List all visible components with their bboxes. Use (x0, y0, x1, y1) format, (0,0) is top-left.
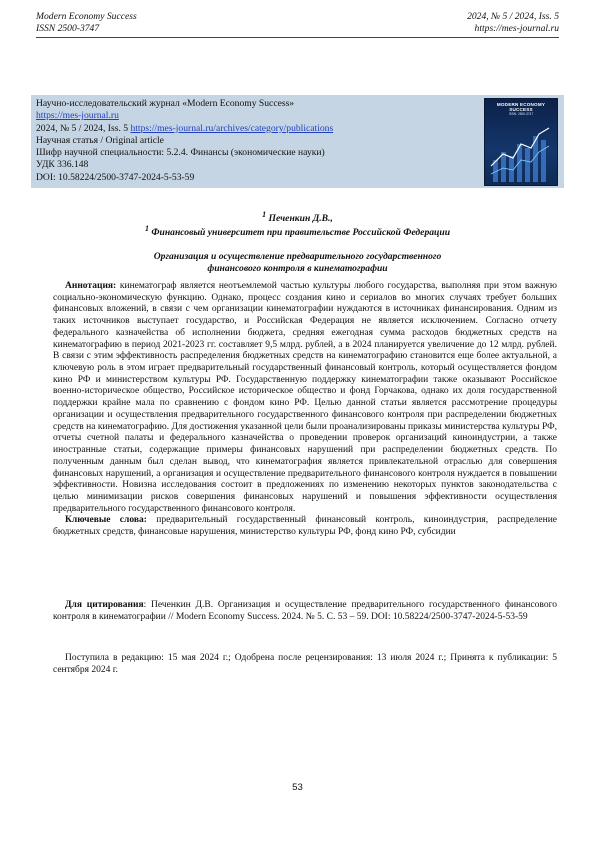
article-info-box (31, 95, 564, 188)
issn: ISSN 2500-3747 (36, 23, 100, 34)
abstract-block (53, 281, 557, 539)
journal-line: Научно-исследовательский журнал «Modern Economy Success» (36, 98, 295, 109)
journal-link[interactable]: https://mes-journal.ru (36, 110, 119, 122)
header-left (36, 11, 137, 35)
citation-block (53, 600, 557, 623)
cover-title: MODERN ECONOMY SUCCESS (496, 102, 546, 112)
citation-paragraph (53, 600, 557, 623)
citation-text: : Печенкин Д.В. Организация и осуществление предварительного государственного финансового контроля в кинематографии // Modern Economy Success. 2024. № 5. С. 53 – 59. DOI: 10.58224/2500-3747-2024-5-53-59 (53, 600, 557, 622)
issue-line (36, 123, 333, 135)
journal-cover-image (484, 98, 558, 186)
info-lines (36, 98, 333, 184)
keywords-text: предварительный государственный финансовый контроль, киноиндустрия, распределение бюджетных средств, финансовые нарушения, министерство культуры РФ, фонд кино РФ, субсидии (53, 515, 558, 538)
cover-chart-graphic (485, 116, 557, 186)
publications-link[interactable]: https://mes-journal.ru/archives/category/publications (130, 122, 334, 134)
keywords-label: Ключевые слова: (65, 515, 147, 526)
citation-label: Для цитирования (65, 600, 144, 610)
header-rule (36, 37, 559, 38)
keywords-paragraph (53, 515, 557, 538)
udc: УДК 336.148 (36, 159, 89, 171)
author-affiliation-mark: 1 (262, 210, 267, 219)
article-title (0, 251, 595, 275)
title-line-2: финансового контроля в кинематографии (207, 263, 388, 274)
specialty-code: Шифр научной специальности: 5.2.4. Финансы (экономические науки) (36, 147, 325, 159)
journal-site: https://mes-journal.ru (474, 23, 559, 34)
issue-info: 2024, № 5 / 2024, Iss. 5 (467, 11, 559, 22)
affiliation-name: Финансовый университет при правительстве Российской Федерации (148, 227, 451, 239)
affiliation-line (0, 223, 595, 239)
abstract-text: кинематограф является неотъемлемой частью культуры любого государства, выполняя при этом важную социально-экономическую функцию. Однако, процесс создания кино и сериалов во многих случаях требует больших финансовых вложений, в связи с чем организации кинематографии нуждаются в источниках финансирования. Одним из таких источников выступает государство, и Российская Федерация не является исключением. Согласно отчету федерального казначейства об исполнении бюджета, средняя ежегодная сумма расходов бюджетных средств на кинематографию в период 2021-2023 гг. составляет 9,5 млрд. рублей, а в 2024 планируется увеличение до 12 млрд. рублей. В связи с этим эффективность распределения бюджетных средств на кинематографию становится еще более актуальной, а ключевую роль в этом играет предварительный государственный финансовый контроль, который осуществляется фондом кино РФ и министерством культуры РФ. Государственную поддержку кинематографии также оказывают Российское военно-историческое общество, Российское историческое общество и фонд Горчакова, однако их доля государственной поддержки крайне мала по сравнению с фондом кино РФ. Целью данной статьи является рассмотрение процедуры организации и осуществления предварительного государственного финансового контроля при распределении бюджетных средств на кинематографию. Для достижения указанной цели были проанализированы приказы министерства культуры РФ, отчеты счетной палаты и федерального казначейства о проведении проверок организаций киноиндустрии, а также иностранные статьи, содержащие примеры финансовых нарушений при распределении бюджетных средств. По полученным данным был сделан вывод, что кинематография является привлекательной отраслью для совершения финансовых нарушений, а организация и осуществление предварительного финансового контроля нуждается в повышении эффективности. Новизна исследования состоит в предложениях по изменению некоторых пунктов законодательства с целью минимизации рисков совершения финансовых нарушений и повышения эффективности осуществления предварительного государственного финансового контроля. (53, 281, 557, 514)
dates-paragraph: Поступила в редакцию: 15 мая 2024 г.; Одобрена после рецензирования: 13 июля 2024 г.; Принята к публикации: 5 сентября 2024 г. (53, 653, 557, 675)
affiliation-mark: 1 (144, 224, 149, 233)
journal-name: Modern Economy Success (36, 11, 137, 22)
article-type: Научная статья / Original article (36, 134, 164, 146)
header-right (467, 11, 559, 35)
doi: DOI: 10.58224/2500-3747-2024-5-53-59 (36, 171, 195, 183)
cover-issn: ISSN: 2500-3747 (508, 112, 534, 116)
author-name: Печенкин Д.В., (266, 213, 333, 225)
issue-line-text: 2024, № 5 / 2024, Iss. 5 (36, 122, 131, 134)
abstract-label: Аннотация: (65, 281, 117, 291)
title-line-1: Организация и осуществление предварительного государственного (153, 251, 442, 262)
abstract-paragraph (53, 281, 557, 515)
page-number: 53 (292, 782, 303, 793)
dates-block (53, 653, 557, 676)
